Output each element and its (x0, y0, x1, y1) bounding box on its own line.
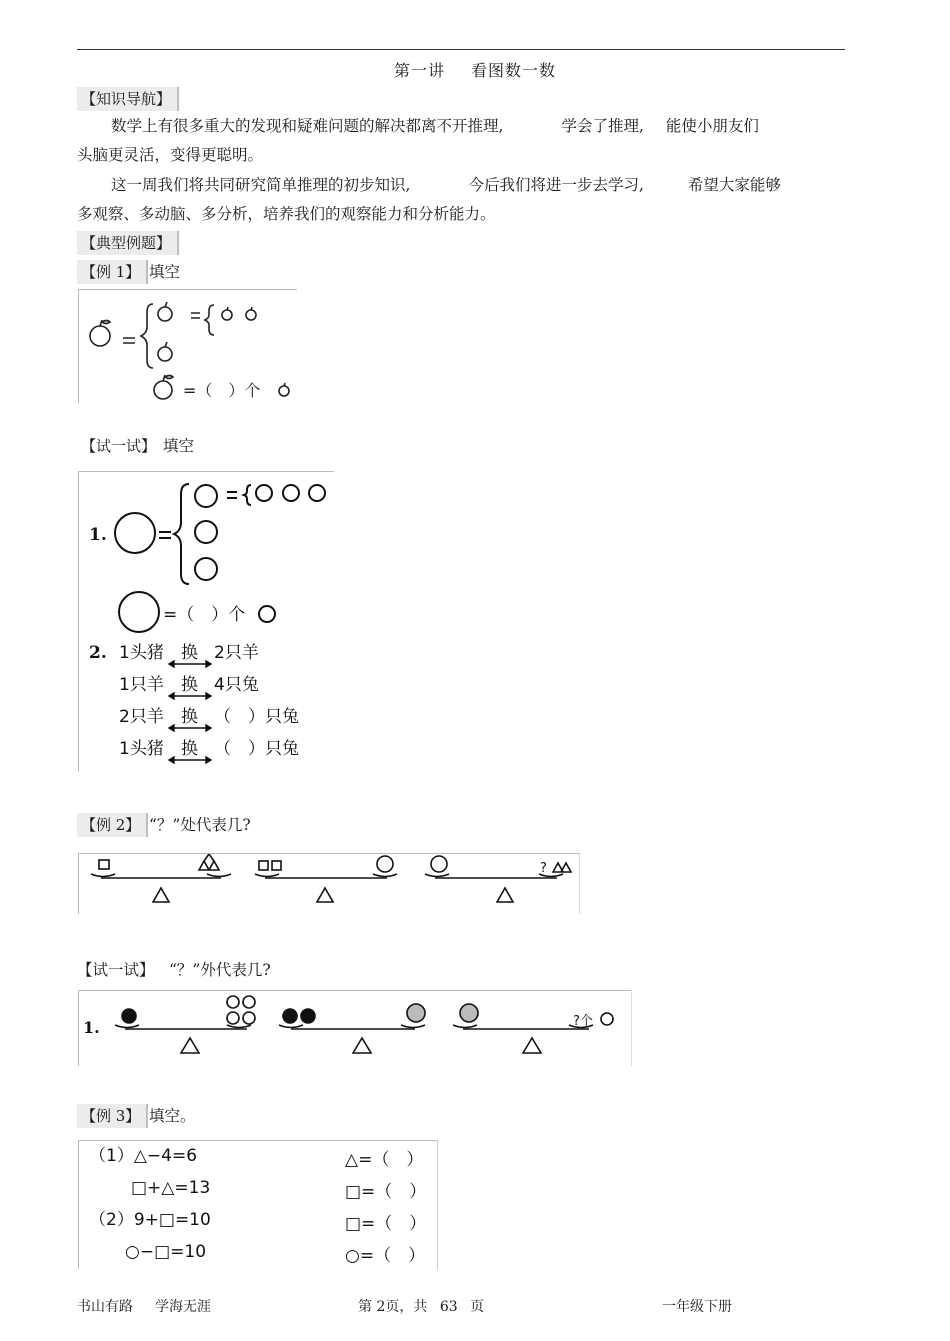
black-ball-icon (283, 1009, 297, 1023)
answer-row-4: ○=（ ） (345, 1246, 426, 1266)
circle-icon (309, 485, 325, 501)
square-icon (272, 861, 281, 870)
white-ball-icon (601, 1013, 613, 1025)
exchange-line-4-left: 1头猪 (119, 739, 164, 759)
equation-row-1-left: （1）△−4=6 (89, 1146, 198, 1166)
answer-row-3: □=（ ） (345, 1214, 427, 1234)
exchange-line-1-left: 1头猪 (119, 643, 164, 663)
exchange-line-1-verb: 换 (181, 643, 198, 663)
try-1-figure (78, 471, 334, 772)
circle-icon (256, 485, 272, 501)
triangle-icon (199, 854, 219, 870)
fulcrum-triangle (497, 888, 513, 902)
p2-part-d: 多观察、多动脑、多分析，培养我们的观察能力和分析能力。 (77, 205, 496, 223)
p2-part-b: 今后我们将进一步去学习, (468, 176, 644, 194)
black-ball-icon (122, 1009, 136, 1023)
knowledge-paragraph-2 (77, 171, 837, 229)
answer-row-2: □=（ ） (345, 1182, 427, 1202)
question-mark: ? (540, 861, 547, 876)
square-icon (259, 861, 268, 870)
exchange-line-3-verb: 换 (181, 707, 198, 727)
example-3-label: 填空。 (149, 1107, 196, 1125)
example-3-tag: 【例 3】 (77, 1104, 148, 1128)
footer-motto-part-2: 学海无涯 (155, 1299, 211, 1315)
apple-icon (158, 302, 172, 321)
big-circle-icon (119, 592, 159, 632)
exchange-line-4-right: （ ）只兔 (214, 739, 299, 759)
circle-icon (195, 485, 217, 507)
circle-icon (195, 521, 217, 543)
apple-equation-svg (79, 290, 297, 403)
fulcrum-triangle (523, 1038, 541, 1053)
knowledge-paragraph-1 (77, 112, 837, 170)
exchange-line-2-verb: 换 (181, 675, 198, 695)
apple-bottom-equation: =（ ）个 (183, 381, 261, 400)
example-1-label: 填空 (149, 263, 181, 281)
fulcrum-triangle (353, 1038, 371, 1053)
try-1-tag: 【试一试】 (81, 437, 157, 455)
answer-row-1: △=（ ） (345, 1150, 424, 1170)
exchange-line-4-verb: 换 (181, 739, 198, 759)
apple-icon (90, 320, 110, 346)
triangle-icon (553, 863, 571, 872)
p1-part-b: 学会了推理, (561, 117, 644, 135)
footer-motto-part-1: 书山有路 (77, 1299, 133, 1315)
circle-bottom-equation: =（ ）个 (163, 605, 246, 625)
example-2-tag: 【例 2】 (77, 813, 148, 837)
page-suffix: 页 (470, 1299, 485, 1315)
exchange-line-1-right: 2只羊 (214, 643, 259, 663)
footer-motto (77, 1296, 211, 1316)
exchange-line-2-left: 1只羊 (119, 675, 164, 695)
white-ball-icon (243, 996, 255, 1008)
try-2-tag: 【试一试】 (77, 961, 155, 979)
try-2-question-number: 1. (83, 1018, 100, 1037)
exchange-line-3-left: 2只羊 (119, 707, 164, 727)
p1-part-d: 头脑更灵活，变得更聪明。 (77, 146, 264, 164)
circle-icon (377, 856, 393, 872)
apple-icon (279, 383, 289, 396)
circle-icon (283, 485, 299, 501)
shape-equations-svg (79, 1141, 437, 1269)
try-1-label: 填空 (163, 437, 195, 455)
gray-ball-icon (407, 1004, 425, 1022)
fulcrum-triangle (317, 888, 333, 902)
apple-icon (154, 375, 173, 399)
example-2-figure (78, 853, 580, 914)
example-1-tag: 【例 1】 (77, 260, 148, 284)
square-icon (99, 860, 109, 869)
balance-scales-svg (79, 854, 579, 914)
page-prefix: 第 (358, 1299, 372, 1315)
typical-examples-tag: 【典型例题】 (77, 231, 179, 255)
ball-scales-svg (79, 991, 631, 1066)
apple-icon (158, 342, 172, 361)
apple-icon (222, 307, 232, 320)
big-circle-icon (115, 513, 155, 553)
apple-icon (246, 307, 256, 320)
gray-ball-icon (460, 1004, 478, 1022)
p1-part-c: 能使小朋友们 (665, 117, 759, 135)
exchange-line-3-right: （ ）只兔 (214, 707, 299, 727)
p2-part-c: 希望大家能够 (687, 176, 781, 194)
white-ball-icon (243, 1012, 255, 1024)
exchange-line-2-right: 4只兔 (214, 675, 259, 695)
small-circle-icon (259, 606, 275, 622)
page-number: 2 (376, 1299, 386, 1315)
page-total: 63 (439, 1299, 458, 1315)
equation-row-2-left: □+△=13 (131, 1178, 211, 1198)
try-2-figure (78, 990, 632, 1066)
page-mid: 页，共 (385, 1299, 428, 1315)
question-1-number: 1. (89, 525, 107, 545)
try-2-label: “？”外代表几? (169, 961, 271, 979)
knowledge-guide-tag: 【知识导航】 (77, 87, 179, 111)
lecture-number: 第一讲 (393, 61, 445, 80)
lecture-title: 看图数一数 (471, 61, 557, 80)
example-2-label: “？”处代表几? (149, 816, 251, 834)
white-ball-icon (227, 1012, 239, 1024)
p2-part-a: 这一周我们将共同研究简单推理的初步知识, (111, 176, 411, 194)
question-count: ?个 (573, 1014, 593, 1029)
example-1-figure (78, 289, 297, 403)
page-title (0, 58, 950, 81)
example-3-figure (78, 1140, 438, 1269)
circle-and-exchange-svg (79, 472, 334, 772)
header-rule (77, 49, 845, 50)
p1-part-a: 数学上有很多重大的发现和疑难问题的解决都离不开推理, (111, 117, 504, 135)
footer-page-number (358, 1296, 484, 1316)
white-ball-icon (227, 996, 239, 1008)
question-2-number: 2. (89, 643, 107, 663)
fulcrum-triangle (181, 1038, 199, 1053)
circle-icon (195, 558, 217, 580)
equation-row-4-left: ○−□=10 (125, 1242, 207, 1262)
footer-grade: 一年级下册 (662, 1299, 732, 1315)
black-ball-icon (301, 1009, 315, 1023)
equation-row-3-left: （2）9+□=10 (89, 1210, 211, 1230)
circle-icon (431, 856, 447, 872)
fulcrum-triangle (153, 888, 169, 902)
